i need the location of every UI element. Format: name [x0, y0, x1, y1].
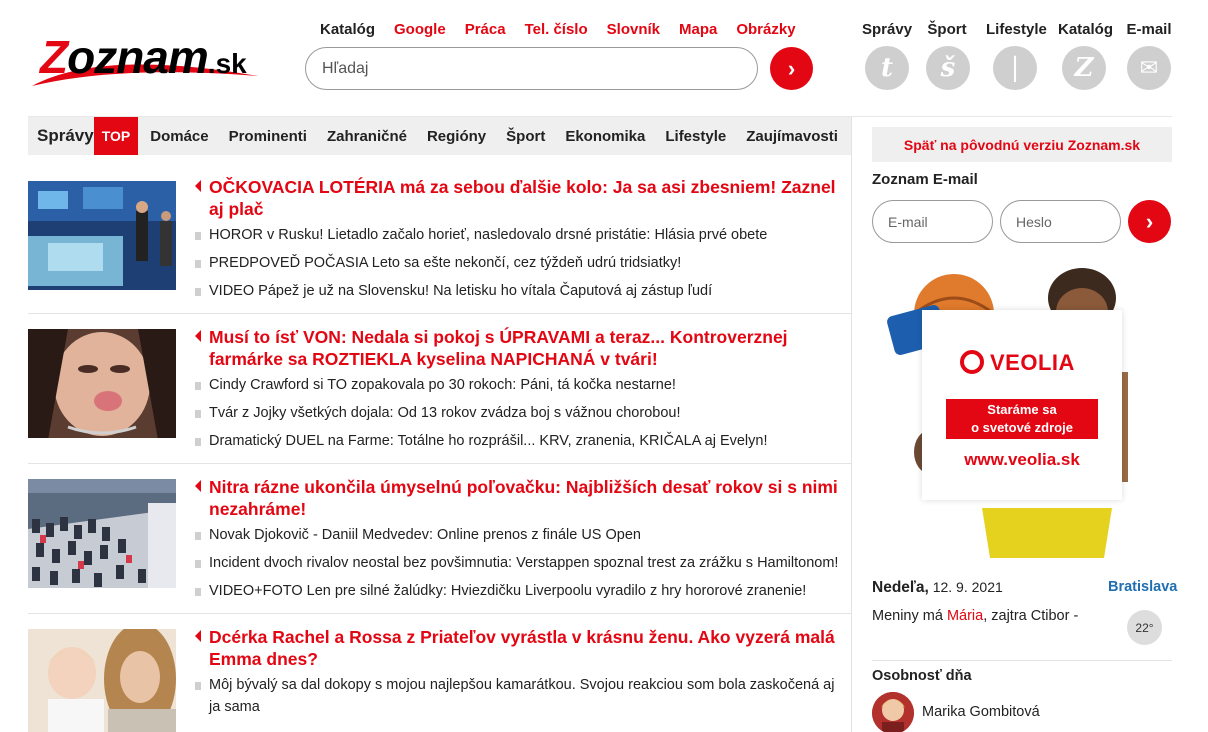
- nav-tab-top[interactable]: TOP: [94, 117, 139, 155]
- article-divider: [28, 463, 851, 464]
- top-icon-lifestyle[interactable]: [986, 21, 1047, 90]
- service-link-obrazky[interactable]: Obrázky: [736, 21, 796, 38]
- logo-wordmark: Zoznam.sk: [40, 31, 247, 83]
- password-field[interactable]: [1000, 200, 1121, 243]
- spravy-icon: t: [865, 46, 909, 90]
- nav-title[interactable]: Správy: [37, 126, 94, 145]
- date-value: 12. 9. 2021: [928, 579, 1003, 595]
- sport-icon: š: [926, 46, 970, 90]
- article-sublink[interactable]: Incident dvoch rivalov neostal bez povšimnutia: Verstappen spoznal trest za zrážku s Hamiltonom!: [209, 552, 849, 574]
- katalog-icon: Z: [1062, 46, 1106, 90]
- avatar[interactable]: [872, 692, 914, 732]
- article-sublink[interactable]: Cindy Crawford si TO zopakovala po 30 rokoch: Páni, tá kočka nestarne!: [209, 374, 849, 396]
- nav-tab-ekonomika[interactable]: Ekonomika: [565, 127, 646, 145]
- top-icon-label: Katalóg: [1058, 21, 1114, 38]
- nav-tab-domace[interactable]: Domáce: [150, 127, 209, 145]
- search-button[interactable]: [770, 47, 813, 90]
- email-icon: ✉: [1127, 46, 1171, 90]
- article-headline[interactable]: Dcérka Rachel a Rossa z Priateľov vyrástla v krásnu ženu. Ako vyzerá malá Emma dnes?: [209, 626, 849, 670]
- article-headline[interactable]: OČKOVACIA LOTÉRIA má za sebou ďalšie kolo: Ja sa asi zbesniem! Zaznel aj plač: [209, 176, 849, 220]
- article-block: [28, 176, 851, 313]
- veolia-logo: VEOLIA: [960, 350, 1075, 376]
- nav-tab-zahranicne[interactable]: Zahraničné: [326, 127, 407, 145]
- service-link-praca[interactable]: Práca: [464, 21, 506, 38]
- article-sublink[interactable]: VIDEO+FOTO Len pre silné žalúdky: Hviezdičku Liverpoolu vyradilo z hry hororové zranenie!: [209, 580, 849, 602]
- chevron-right-icon: ›: [1145, 208, 1154, 234]
- article-sublink[interactable]: Tvár z Jojky všetkých dojala: Od 13 rokov zvádza boj s vážnou chorobou!: [209, 402, 849, 424]
- chevron-right-icon: ›: [787, 55, 796, 81]
- nav-tab-zaujimavosti[interactable]: Zaujímavosti: [746, 127, 838, 145]
- city-link[interactable]: Bratislava: [1108, 579, 1178, 595]
- news-nav: [28, 117, 851, 155]
- back-to-old-version-link[interactable]: Späť na pôvodnú verziu Zoznam.sk: [872, 127, 1172, 162]
- article-sublink[interactable]: HOROR v Rusku! Lietadlo začalo horieť, nasledovalo drsné pristátie: Hlásia prvé obete: [209, 224, 849, 246]
- service-link-tel-cislo[interactable]: Tel. číslo: [524, 21, 588, 38]
- article-block: [28, 476, 851, 613]
- top-icon-label: Správy: [862, 21, 913, 38]
- login-button[interactable]: [1128, 200, 1171, 243]
- article-thumbnail[interactable]: [28, 629, 176, 732]
- top-icon-label: Lifestyle: [986, 21, 1047, 38]
- article-sublink[interactable]: PREDPOVEĎ POČASIA Leto sa ešte nekončí, cez týždeň udrú tridsiatky!: [209, 252, 849, 274]
- nav-tab-lifestyle[interactable]: Lifestyle: [665, 127, 727, 145]
- article-headline[interactable]: Musí to ísť VON: Nedala si pokoj s ÚPRAVAMI a teraz... Kontroverznej farmárke sa ROZTIEKLA kyselina NAPICHANÁ v tvári!: [209, 326, 849, 370]
- service-link-katalog[interactable]: Katalóg: [320, 21, 376, 38]
- article-divider: [28, 613, 851, 614]
- article-sublink[interactable]: Dramatický DUEL na Farme: Totálne ho rozprášil... KRV, zranenia, KRIČALA aj Evelyn!: [209, 430, 849, 452]
- person-of-day-name[interactable]: Marika Gombitová: [922, 704, 1040, 720]
- ad-url: www.veolia.sk: [964, 450, 1080, 469]
- column-divider: [851, 117, 852, 732]
- nav-tab-prominenti[interactable]: Prominenti: [228, 127, 307, 145]
- search-input[interactable]: [305, 47, 758, 90]
- top-icon-sport[interactable]: [926, 21, 968, 90]
- article-block: [28, 626, 851, 732]
- day-name: Nedeľa,: [872, 579, 929, 596]
- veolia-ad-banner[interactable]: [872, 262, 1172, 558]
- sidebar-divider: [872, 660, 1172, 661]
- top-icon-label: Šport: [927, 21, 967, 38]
- top-icon-spravy[interactable]: [862, 21, 912, 90]
- veolia-logo-icon: [960, 350, 984, 374]
- article-divider: [28, 313, 851, 314]
- article-headline[interactable]: Nitra rázne ukončila úmyselnú poľovačku: Najbližších desať rokov si s nimi nezahráme!: [209, 476, 849, 520]
- person-of-day-title: Osobnosť dňa: [872, 668, 972, 684]
- email-field[interactable]: [872, 200, 993, 243]
- article-thumbnail[interactable]: [28, 479, 176, 588]
- service-links: [320, 21, 815, 38]
- article-thumbnail[interactable]: [28, 329, 176, 438]
- zoznam-logo[interactable]: [28, 26, 273, 88]
- top-icon-label: E-mail: [1126, 21, 1172, 38]
- date-line: [872, 579, 1003, 597]
- service-link-slovnik[interactable]: Slovník: [606, 21, 660, 38]
- nameday-name[interactable]: Mária: [946, 608, 984, 624]
- email-login-title: Zoznam E-mail: [872, 171, 978, 188]
- article-sublink[interactable]: Môj bývalý sa dal dokopy s mojou najlepšou kamarátkou. Svojou reakciou som bola zaskočená aj ja sama: [209, 674, 849, 718]
- nav-tab-sport[interactable]: Šport: [506, 127, 546, 145]
- top-icon-email[interactable]: [1126, 21, 1172, 90]
- top-icon-katalog[interactable]: [1058, 21, 1114, 90]
- article-thumbnail[interactable]: [28, 181, 176, 290]
- nameday-line: Meniny má Mária, zajtra Ctibor -: [872, 608, 1079, 624]
- service-link-mapa[interactable]: Mapa: [679, 21, 718, 38]
- article-sublink[interactable]: Novak Djokovič - Daniil Medvedev: Online prenos z finále US Open: [209, 524, 849, 546]
- temperature-badge[interactable]: 22°: [1127, 610, 1162, 645]
- article-block: [28, 326, 851, 463]
- ad-slogan: Staráme sa o svetové zdroje: [946, 399, 1098, 439]
- lifestyle-icon: |: [993, 46, 1037, 90]
- ad-card: [922, 310, 1122, 500]
- service-link-google[interactable]: Google: [394, 21, 446, 38]
- article-sublink[interactable]: VIDEO Pápež je už na Slovensku! Na letisku ho vítala Čaputová aj zástup ľudí: [209, 280, 849, 302]
- nav-tab-regiony[interactable]: Regióny: [426, 127, 487, 145]
